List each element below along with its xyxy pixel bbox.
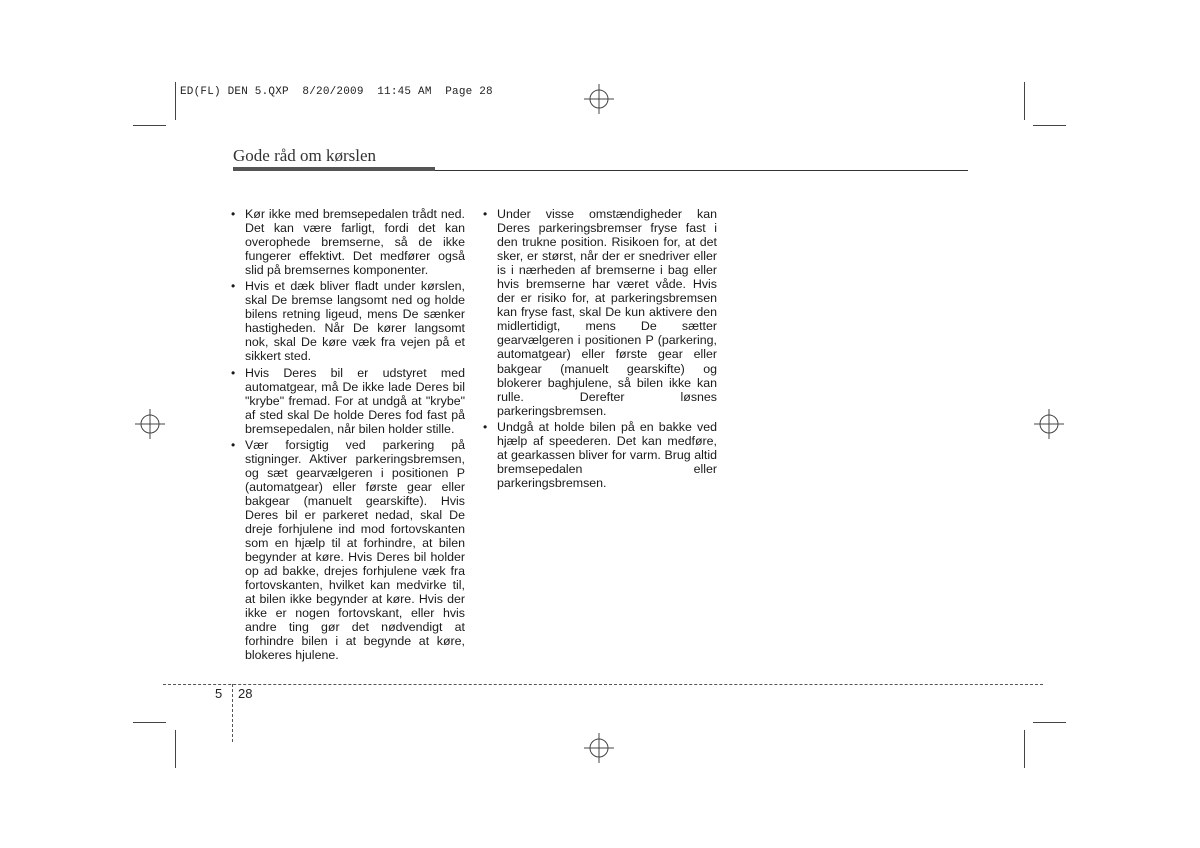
registration-mark-left-icon [135,409,165,439]
bullet-icon: • [483,207,488,221]
crop-mark-bottom-right-h [1033,722,1066,723]
crop-mark-bottom-right-v [1024,730,1025,768]
list-item: • Hvis Deres bil er udstyret med automatgear, må De ikke lade Deres bil "krybe" fremad. For at undgå at "krybe" af sted skal De holde Deres fod fast på bremsepedalen, når bilen holder stille. [231,365,465,436]
footer-dashed-rule [163,684,1043,685]
list-item: • Kør ikke med bremsepedalen trådt ned. Det kan være farligt, fordi det kan overophede bremserne, så de ikke fungerer effektivt. Det medfører også slid på bremsernes komponenter. [231,207,465,278]
right-column [483,207,717,492]
left-column [231,207,465,665]
crop-mark-top-right-v [1024,82,1025,120]
list-item: • Vær forsigtig ved parkering på stigninger. Aktiver parkeringsbremsen, og sæt gearvælgeren i positionen P (automatgear) eller første gear eller bakgear (manuelt gearskifte). Hvis Deres bil er parkeret nedad, skal De dreje forhjulene ind mod fortovskanten som en hjælp til at forhindre, at bilen begynder at køre. Hvis Deres bil holder op ad bakke, drejes forhjulene væk fra fortovskanten, hvilket kan medvirke til, at bilen ikke begynder at køre. Hvis der ikke er nogen fortovskant, eller hvis andre ting gør det nødvendigt at forhindre bilen i at begynde at køre, blokeres hjulene. [231,437,465,663]
crop-mark-top-left-v [175,82,176,120]
right-bullet-list [483,207,717,490]
bullet-icon: • [231,279,236,294]
registration-mark-top-icon [584,84,614,114]
section-title: Gode råd om kørslen [233,146,377,165]
bullet-icon: • [483,419,488,434]
crop-mark-bottom-left-v [175,730,176,768]
bullet-icon: • [231,365,236,380]
footer-dashed-divider [232,684,233,742]
left-bullet-list [231,207,465,663]
page-number-value: 28 [238,686,253,701]
list-item: • Hvis et dæk bliver fladt under kørslen, skal De bremse langsomt ned og holde bilens retning ligeud, mens De sænker hastigheden. Når De kører langsomt nok, skal De køre væk fra vejen på et sikkert sted. [231,279,465,364]
bullet-icon: • [231,207,236,221]
crop-mark-top-left-h [133,125,166,126]
crop-mark-bottom-left-h [133,722,166,723]
registration-mark-right-icon [1034,409,1064,439]
chapter-number: 5 [215,686,223,701]
crop-mark-top-right-h [1033,125,1066,126]
registration-mark-bottom-icon [584,733,614,763]
bullet-icon: • [231,437,236,452]
print-slug: ED(FL) DEN 5.QXP 8/20/2009 11:45 AM Page 28 [180,86,493,98]
list-item: • Undgå at holde bilen på en bakke ved hjælp af speederen. Det kan medføre, at gearkassen bliver for varm. Brug altid bremsepedalen eller parkeringsbremsen. [483,419,717,490]
list-item: • Under visse omstændigheder kan Deres parkeringsbremser fryse fast i den trukne position. Risikoen for, at det sker, er størst, når der er snedriver eller is i nærheden af bremserne i bag eller hvis bremserne har været våde. Hvis der er risiko for, at parkeringsbremsen kan fryse fast, skal De kun aktivere den midlertidigt, mens De sætter gearvælgeren i positionen P (parkering, automatgear) eller første gear eller bakgear (manuelt gearskifte) og blokerer baghjulene, så bilen ikke kan rulle. Derefter løsnes parkeringsbremsen. [483,207,717,418]
header-accent-bar [233,167,435,171]
